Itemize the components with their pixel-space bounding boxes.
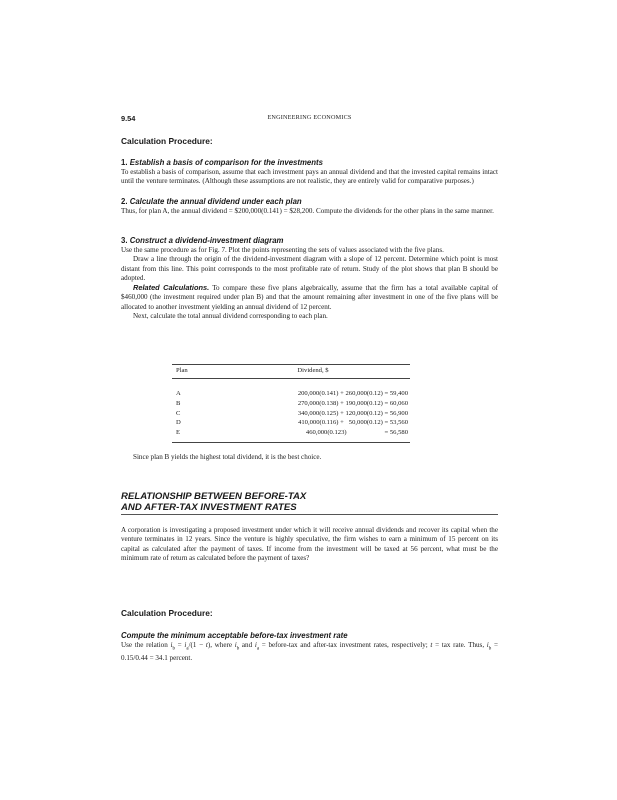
step-1-heading xyxy=(121,158,323,167)
plan-cell: B xyxy=(176,399,181,407)
paragraph: A corporation is investigating a proposed investment under which it will receive annual dividends and recover its capital when the venture terminates in 12 years. Since the venture is highly speculative, the firm wishes to earn a minimum of 15 percent on its capital as calculated after the payment of taxes. If income from the investment will be taxed at 56 percent, what must be the minimum rate of return as calculated before the payment of taxes? xyxy=(121,526,498,562)
step-title: Establish a basis of comparison for the investments xyxy=(129,158,323,167)
step-title: Construct a dividend-investment diagram xyxy=(129,236,284,245)
paragraph: Draw a line through the origin of the dividend-investment diagram with a slope of 12 percent. Determine which point is most distant from this line. This point corresponds to the most profitable rate of return. Study of the plot shows that plan B should be adopted. xyxy=(121,255,498,282)
table-row xyxy=(172,429,410,443)
paragraph: To establish a basis of comparison, assume that each investment pays an annual dividend and that the invested capital remains intact until the venture terminates. (Although these assumptions are not realistic, they are entirely valid for comparative purposes.) xyxy=(121,168,498,186)
paragraph: Next, calculate the total annual dividend corresponding to each plan. xyxy=(133,312,328,321)
section-divider xyxy=(121,514,498,515)
running-head: ENGINEERING ECONOMICS xyxy=(267,114,352,121)
step-number: 2. xyxy=(121,197,128,206)
calculation-procedure-heading-2: Calculation Procedure: xyxy=(121,608,213,618)
page-header xyxy=(121,114,498,126)
table-header-row xyxy=(172,365,410,379)
dividend-cell: 270,000(0.138) + 190,000(0.12) = 60,060 xyxy=(297,399,408,407)
plan-cell: D xyxy=(176,419,181,427)
calculation-procedure-heading: Calculation Procedure: xyxy=(121,136,213,146)
step-heading: Compute the minimum acceptable before-tax investment rate xyxy=(121,631,348,640)
step-2-heading xyxy=(121,197,302,206)
step-number: 3. xyxy=(121,236,128,245)
column-header-plan: Plan xyxy=(176,367,188,374)
paragraph: Use the same procedure as for Fig. 7. Plot the points representing the sets of values associated with the five plans. xyxy=(121,246,444,254)
dividend-cell: 340,000(0.125) + 120,000(0.12) = 56,900 xyxy=(297,409,408,417)
step-1-body xyxy=(121,168,498,187)
step-title: Calculate the annual dividend under each plan xyxy=(129,197,302,206)
table-row xyxy=(172,409,410,419)
section-title-line-2: AND AFTER-TAX INVESTMENT RATES xyxy=(121,502,297,513)
step-3-heading xyxy=(121,236,284,245)
related-calculations-text: To compare these five plans algebraically, assume that the firm has a total available capital of $460,000 (the investment required under plan B) and that the amount remaining after investment in one of the five plans will be allocated to another investment yielding an annual dividend of 12 percent. xyxy=(121,284,498,311)
plan-cell: A xyxy=(176,390,181,398)
plan-dividend-table xyxy=(172,364,410,443)
page-number: 9.54 xyxy=(121,114,136,123)
related-calculations-paragraph xyxy=(121,283,498,312)
table-row xyxy=(172,419,410,429)
section-title xyxy=(121,491,498,513)
step-number: 1. xyxy=(121,158,128,167)
table-spacer-row xyxy=(172,379,410,390)
plan-cell: C xyxy=(176,409,181,417)
related-calculations-label: Related Calculations. xyxy=(133,283,210,293)
conclusion xyxy=(121,453,498,462)
problem-statement xyxy=(121,526,498,563)
paragraph: Thus, for plan A, the annual dividend = $200,000(0.141) = $28,200. Compute the dividends for the other plans in the same manner. xyxy=(121,207,494,215)
paragraph: Since plan B yields the highest total dividend, it is the best choice. xyxy=(133,453,322,461)
formula-paragraph: Use the relation $i_b = i_a/(1 - t)$, where $i_b$ and $i_a$ = before-tax and after-tax investment rates, respectively; t = tax rate. Thus, $i_b = 0.15/0.44 = 34.1$ percent. xyxy=(121,641,498,662)
section-title-line-1: RELATIONSHIP BETWEEN BEFORE-TAX xyxy=(121,491,307,502)
dividend-cell: 460,000(0.123) = 56,580 xyxy=(305,429,408,437)
column-header-dividend: Dividend, $ xyxy=(297,367,329,374)
step-body xyxy=(121,641,498,663)
dividend-cell: 410,000(0.116) + 50,000(0.12) = 53,560 xyxy=(298,419,408,427)
step-3-body xyxy=(121,246,498,321)
step-2-body xyxy=(121,207,498,216)
table-row xyxy=(172,399,410,409)
table-row xyxy=(172,390,410,400)
plan-cell: E xyxy=(176,429,181,437)
dividend-cell: 200,000(0.141) + 260,000(0.12) = 59,400 xyxy=(297,390,408,398)
